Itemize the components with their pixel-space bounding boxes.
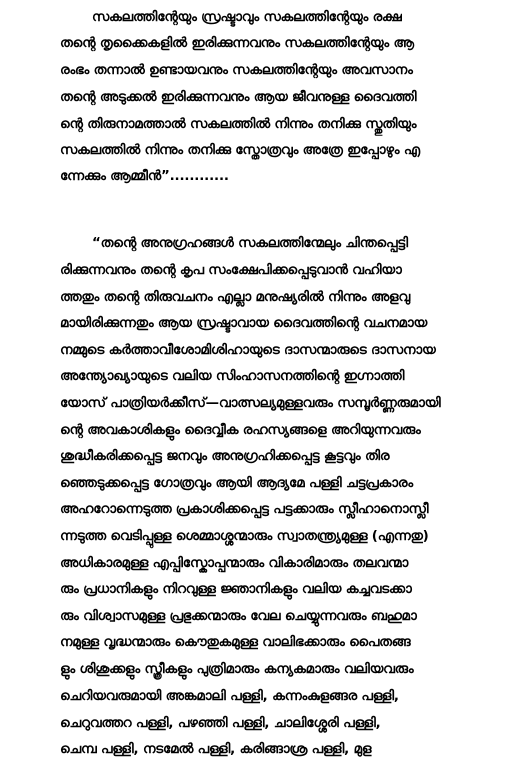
paragraph-2-line-6: അന്ത്യോഖ്യായുടെ വലിയ സിംഹാസനത്തിന്റെ ഇഗ്നാത്തി <box>60 369 405 384</box>
paragraph-2-line-4: മായിരിക്കുന്നതും ആയ സ്രഷ്ടാവായ ദൈവത്തിന്റെ വചനമായ <box>60 316 428 331</box>
paragraph-2-line-10: ഞ്ഞെടുക്കപ്പെട്ട ഗോത്രവും ആയി ആദ്യമേ പള്ളി ചട്ടപ്രകാരം <box>60 476 413 491</box>
paragraph-2-line-12: ന്നടുത്ത വെടിപ്പുള്ള ശെമ്മാശ്ശന്മാരും സ്വാതന്ത്ര്യമുള്ള (എന്നതു) <box>60 529 429 544</box>
paragraph-2-line-18: ചെറിയവരുമായി അങ്കമാലി പള്ളി, കന്നംകുളങ്ങര പള്ളി, <box>60 689 399 704</box>
paragraph-2-line-11: അഹറോന്നെടുത്ത പ്രകാശിക്കപ്പെട്ട പട്ടക്കാരും സ്ലീഹാനൊസ്ലീ <box>60 502 429 517</box>
paragraph-2-line-14: രും പ്രധാനികളും നിറവുള്ള ജ്ഞാനികളും വലിയ കച്ചവടക്കാ <box>60 582 412 597</box>
paragraph-1-line-1: സകലത്തിന്റേയും സ്രഷ്ടാവും സകലത്തിന്റേയും രക്ഷ <box>92 10 402 25</box>
paragraph-2-line-16: നമുള്ള വൃദ്ധന്മാരും കൌതുകമുള്ള വാലിഭക്കാരും പൈതങ്ങ <box>60 635 411 650</box>
paragraph-2-line-2: രിക്കുന്നവനും തന്റെ കൃപ സംക്ഷേപിക്കപ്പെടുവാൻ വഹിയാ <box>60 263 402 278</box>
paragraph-2-line-15: രും വിശ്വാസമുള്ള പ്രഭുക്കന്മാരും വേല ചെയ്യുന്നവരും ബഹുമാ <box>60 609 417 624</box>
paragraph-1-line-3: രംഭം തന്നാൽ ഉണ്ടായവനും സകലത്തിന്റേയും അവസാനം <box>60 63 413 78</box>
paragraph-2-line-9: ശുദ്ധീകരിക്കപ്പെട്ട ജനവും അനുഗ്രഹിക്കപ്പെട്ട കൂട്ടവും തിര <box>60 449 390 464</box>
paragraph-1-line-4: തന്റെ അടുക്കൽ ഇരിക്കുന്നവനും ആയ ജീവനുള്ള ദൈവത്തി <box>60 90 417 105</box>
paragraph-1-line-7: ന്നേക്കും ആമ്മീൻ”............ <box>60 169 229 184</box>
paragraph-2-line-8: ന്റെ അവകാശികളും ദൈവ്വീക രഹസ്യങ്ങളെ അറിയുന്നവരും <box>60 423 421 438</box>
paragraph-2-line-17: ളും ശിശുക്കളും സ്ത്രീകളും പുത്രിമാരും കന്യകമാരും വലിയവരും <box>60 662 414 677</box>
paragraph-1-line-5: ന്റെ തിരുനാമത്താൽ സകലത്തിൽ നിന്നും തനിക്കു സ്തുതിയും <box>60 117 417 132</box>
paragraph-2-line-19: ചെറുവത്തറ പള്ളി, പഴഞ്ഞി പള്ളി, ചാലിശ്ശേരി പള്ളി, <box>60 716 381 731</box>
paragraph-1-line-6: സകലത്തിൽ നിന്നും തനിക്കു സ്തോത്രവും അത്രേ ഇപ്പോഴും എ <box>60 143 420 158</box>
paragraph-2-line-5: നമ്മുടെ കർത്താവീശോമിശിഹായുടെ ദാസന്മാരുടെ ദാസനായ <box>60 343 436 358</box>
paragraph-1-line-2: തന്റെ തൃക്കൈകളിൽ ഇരിക്കുന്നവനും സകലത്തിന്റേയും ആ <box>60 36 414 51</box>
paragraph-2-line-13: അധികാരമുള്ള എപ്പിസ്കോപ്പന്മാരും വികാരിമാരും തലവന്മാ <box>60 556 409 571</box>
paragraph-2-line-20: ചെമ്പ പള്ളി, നടമേൽ പള്ളി, കരിങ്ങാശ്ര പള്ളി, മുള <box>60 742 372 757</box>
paragraph-2-line-1: “തന്റെ അനുഗ്രഹങ്ങൾ സകലത്തിന്മേലും ചിന്തപ്പെട്ടി <box>92 236 408 251</box>
paragraph-2-line-3: ത്തതും തന്റെ തിരുവചനം എല്ലാ മനുഷ്യരിൽ നിന്നും അളവു <box>60 290 410 305</box>
paragraph-2-line-7: യോസ് പാത്രിയർക്കീസ്—വാത്സല്യമുള്ളവരും സമ്പൂർണ്ണരുമായി <box>60 396 441 411</box>
